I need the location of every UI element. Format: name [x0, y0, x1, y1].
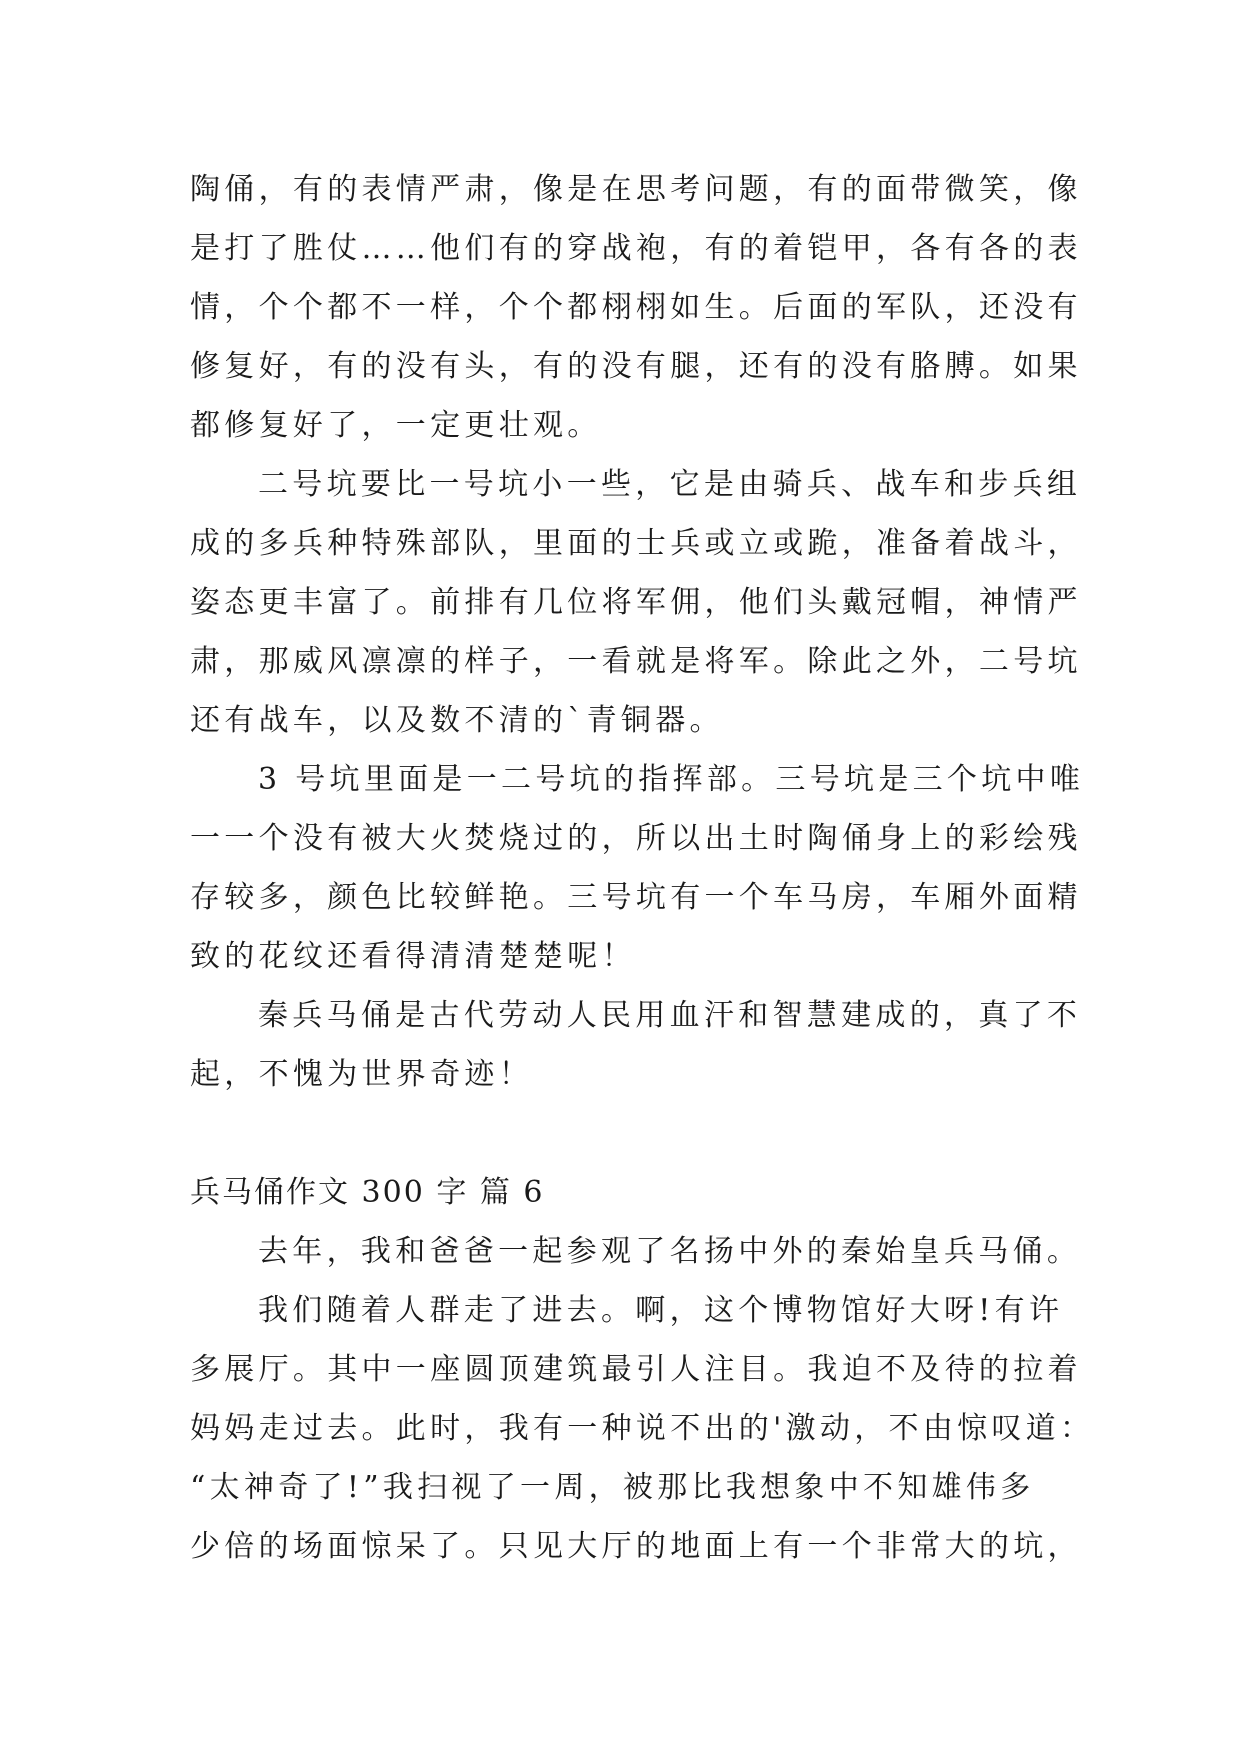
paragraph-line: 少倍的场面惊呆了。只见大厅的地面上有一个非常大的坑， — [190, 1529, 1082, 1564]
section-gap — [190, 1104, 1090, 1163]
paragraph-line: 一一个没有被大火焚烧过的，所以出土时陶俑身上的彩绘残 — [190, 821, 1082, 856]
paragraph-line: 妈妈走过去。此时，我有一种说不出的'激动，不由惊叹道： — [190, 1411, 1095, 1446]
paragraph-line: 存较多，颜色比较鲜艳。三号坑有一个车马房，车厢外面精 — [190, 880, 1082, 915]
paragraph-line: 情，个个都不一样，个个都栩栩如生。后面的军队，还没有 — [190, 290, 1082, 325]
section-heading: 兵马俑作文 300 字 篇 6 — [190, 1175, 545, 1210]
paragraph-line: “太神奇了!”我扫视了一周，被那比我想象中不知雄伟多 — [190, 1470, 1035, 1505]
paragraph-line: 都修复好了，一定更壮观。 — [190, 408, 602, 443]
paragraph-line: 我们随着人群走了进去。啊，这个博物馆好大呀!有许 — [258, 1293, 1064, 1328]
paragraph-line: 修复好，有的没有头，有的没有腿，还有的没有胳膊。如果 — [190, 349, 1082, 384]
paragraph-line: 二号坑要比一号坑小一些，它是由骑兵、战车和步兵组 — [258, 467, 1082, 502]
paragraph-line: 秦兵马俑是古代劳动人民用血汗和智慧建成的，真了不 — [258, 998, 1082, 1033]
paragraph-line: 去年，我和爸爸一起参观了名扬中外的秦始皇兵马俑。 — [258, 1234, 1082, 1269]
paragraph-line: 是打了胜仗……他们有的穿战袍，有的着铠甲，各有各的表 — [190, 231, 1082, 266]
paragraph-line: 起，不愧为世界奇迹！ — [190, 1057, 533, 1092]
paragraph-line: 成的多兵种特殊部队，里面的士兵或立或跪，准备着战斗， — [190, 526, 1082, 561]
paragraph-line: 多展厅。其中一座圆顶建筑最引人注目。我迫不及待的拉着 — [190, 1352, 1082, 1387]
paragraph-line: 姿态更丰富了。前排有几位将军佣，他们头戴冠帽，神情严 — [190, 585, 1082, 620]
paragraph-line: 肃，那威风凛凛的样子，一看就是将军。除此之外，二号坑 — [190, 644, 1082, 679]
document-body — [190, 160, 1095, 1576]
paragraph-line: 陶俑，有的表情严肃，像是在思考问题，有的面带微笑，像 — [190, 172, 1082, 207]
paragraph-line: 致的花纹还看得清清楚楚呢！ — [190, 939, 636, 974]
paragraph-line: 3 号坑里面是一二号坑的指挥部。三号坑是三个坑中唯 — [258, 762, 1085, 797]
paragraph-line: 还有战车，以及数不清的`青铜器。 — [190, 703, 724, 738]
